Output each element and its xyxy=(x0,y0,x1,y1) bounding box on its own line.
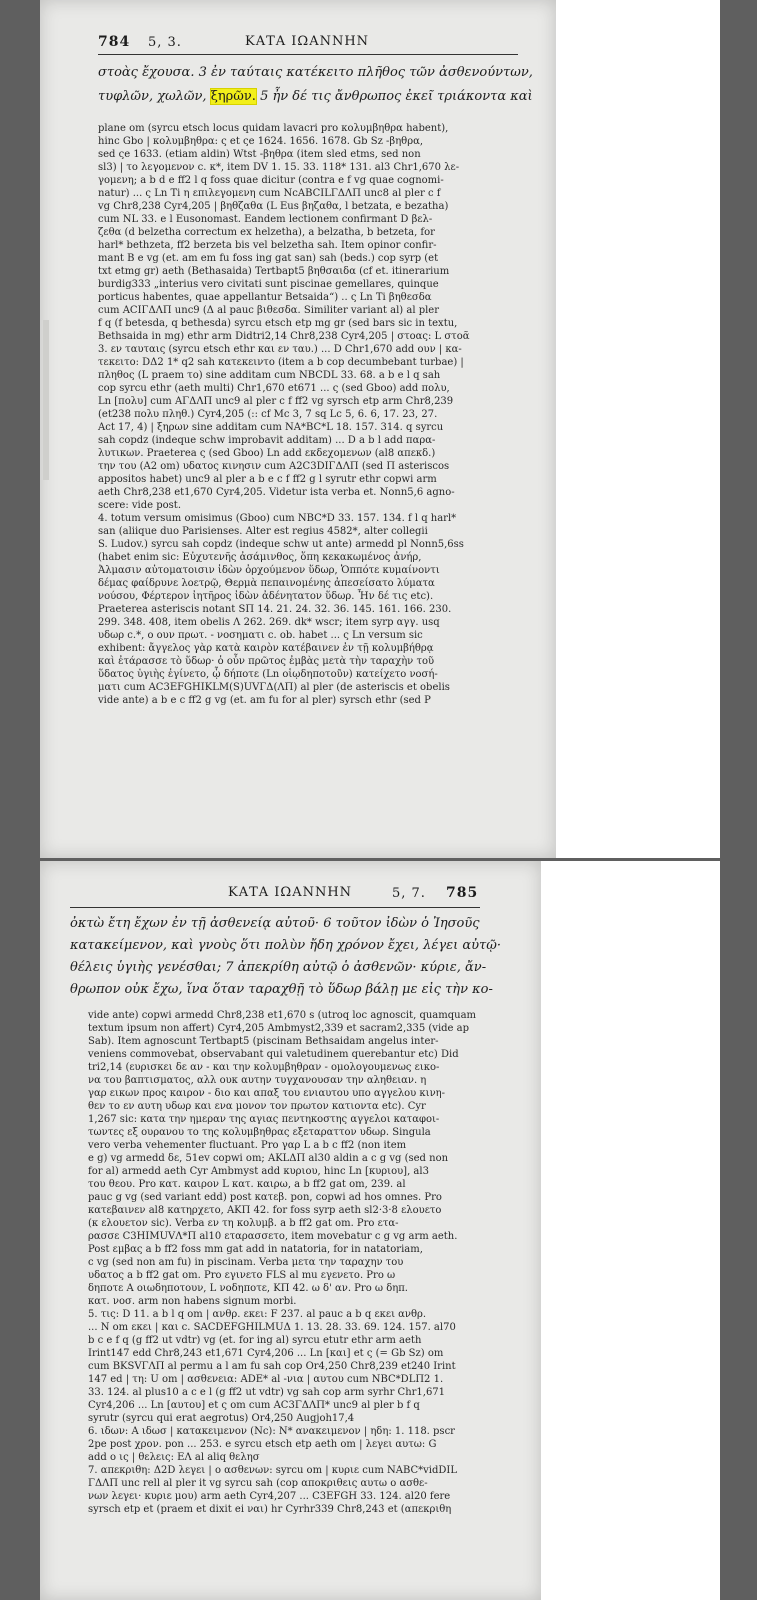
blank-margin-bottom xyxy=(541,861,720,1600)
page-number: 784 xyxy=(98,34,131,50)
main-text-post: 5 ἦν δέ τις ἄνθρωπος ἐκεῖ τριάκοντα καὶ xyxy=(255,89,533,104)
header-rule xyxy=(70,907,480,908)
main-text-line-1: ὀκτὼ ἔτη ἔχων ἐν τῇ ἀσθενείᾳ αὐτοῦ· 6 τοῦτον ἰδὼν ὁ Ἰησοῦς xyxy=(70,916,480,931)
main-text-line-3: θέλεις ὑγιὴς γενέσθαι; 7 ἀπεκρίθη αὐτῷ ὁ ἀσθενῶν· κύριε, ἄν- xyxy=(70,960,487,975)
main-text-line-4: θρωπον οὐκ ἔχω, ἵνα ὅταν ταραχθῇ τὸ ὕδωρ βάλῃ με εἰς τὴν κο- xyxy=(70,982,493,997)
scanned-page-784 xyxy=(40,0,556,858)
search-highlight[interactable]: ξηρῶν. xyxy=(210,89,256,104)
critical-apparatus: plane om (syrcu etsch locus quidam lavacri pro κολυμβηθρα habent), hinc Gbo | κολυμβηθρα: ς et ςe 1624. 1656. 1678. Gb Sz -βηθρα, sed ςe 1633. (etiam aldin) Wtst -βηθρα (item sled etms, sed non sl3) | το λεγομενον c. κ*, item DV 1. 15. 33. 118* 131. al3 Chr1,670 λε- γομενη; a b d e ff2 l q foss quae dicitur (contra e f vg quae cognomi- natur) ... ς Ln Ti η επιλεγομενη cum ΝcABCILΓΔΛΠ unc8 al pler c f vg Chr8,238 Cyr4,205 | βηθζαθα (L Eus βηζαθα, l betzata, e bezatha) cum ΝL 33. e l Eusonomast. Eandem lectionem confirmant D βελ- ζεθα (d belzetha correctum ex helzetha), a belzatha, b betzeta, for harl* bethzeta, ff2 berzeta bis vel belzetha sah. Item opinor confir- mant B e vg (et. am em fu foss ing gat san) sah (beds.) cop syrp (et txt etmg gr) aeth (Bethasaida) Tertbapt5 βηθσαιδα (cf et. itinerarium burdig333 „interius vero civitati sunt piscinae gemellares, quinque porticus habentes, quae appellantur Betsaida“) .. ς Ln Ti βηθεσδα cum ACIΓΔΛΠ unc9 (Δ al pauc βιθεσδα. Similiter variant al) al pler f q (f betesda, q bethesda) syrcu etsch etp mg gr (sed bars sic in textu, Bethsaida in mg) ethr arm Didtri2,14 Chr8,238 Cyr4,205 | στοας: L στοᾶ 3. εν ταυταις (syrcu etsch ethr και εν ταυ.) ... D Chr1,670 add ουν | κα- τεκειτο: DΔ2 1* q2 sah κατεκειντο (item a b cop decumbebant turbae) | πληθος (L praem το) sine additam cum ΝBCDL 33. 68. a b e l q sah cop syrcu ethr (aeth multi) Chr1,670 et671 ... ς (sed Gboo) add πολυ, Ln [πολυ] cum AΓΔΛΠ unc9 al pler c f ff2 vg syrsch etp arm Chr8,239 (et238 πολυ πληθ.) Cyr4,205 (:: cf Mc 3, 7 sq Lc 5, 6. 6, 17. 23, 27. Act 17, 4) | ξηρων sine additam cum ΝA*BC*L 18. 157. 314. q syrcu sah copdz (indeque schw improbavit additam) ... D a b l add παρα- λυτικων. Praeterea ς (sed Gboo) Ln add εκδεχομενων (al8 απεκδ.) την του (A2 om) υδατος κινησιν cum A2C3DIΓΔΛΠ (sed Π asteriscos appositos habet) unc9 al pler a b e c f ff2 g l syrutr ethr copwi arm aeth Chr8,238 et1,670 Cyr4,205. Videtur ista verba et. Nonn5,6 agno- scere: vide post. 4. totum versum omisimus (Gboo) cum ΝBC*D 33. 157. 134. f l q harl* san (aliique duo Parisienses. Alter est regius 4582*, alter collegii S. Ludov.) syrcu sah copdz (indeque schw ut ante) armedd pl Nonn5,6ss (habet enim sic: Εὐχυτενῆς ἀσάμινθος, ὅπη κεκακωμένος ἀνήρ, Ἀλμασιν αὐτοματοισιν ἰδὼν ὀρχούμενον ὕδωρ, Ὁππότε κυμαίνοντι δέμας φαίδρυνε λοετρῷ, Θερμὰ πεπαινομένης ἀπεσείσατο λύματα νούσου, Φέρτερον ἰητῆρος ἰδὼν ἀδένητατον ὕδωρ. Ἦν δέ τις etc). Praeterea asteriscis notant SΠ 14. 21. 24. 32. 36. 145. 161. 166. 230. 299. 348. 408, item obelis Λ 262. 269. dk* wscr; item syrp αγγ. usq υδωρ c.*, ο ουν πρωτ. - νοσηματι c. ob. habet ... ς Ln versum sic exhibent: ἄγγελος γὰρ κατὰ καιρὸν κατέβαινεν ἐν τῇ κολυμβήθρᾳ καὶ ἐτάρασσε τὸ ὕδωρ· ὁ οὖν πρῶτος ἐμβὰς μετὰ τὴν ταραχὴν τοῦ ὕδατος ὑγιὴς ἐγίνετο, ᾧ δήποτε (Ln οἱῳδηποτοῦν) κατείχετο νοσή- ματι cum AC3EFGHIKLM(S)UVΓΔ(ΛΠ) al pler (de asteriscis et obelis vide ante) a b e c ff2 g vg (et. am fu for al pler) syrsch ethr (sed P xyxy=(98,123,470,706)
main-text-line-2: κατακείμενον, καὶ γνοὺς ὅτι πολὺν ἤδη χρόνον ἔχει, λέγει αὐτῷ· xyxy=(70,938,501,953)
running-title: ΚΑΤΑ ΙΩΑΝΝΗΝ xyxy=(245,34,370,49)
main-text-pre: τυφλῶν, χωλῶν, xyxy=(98,89,211,104)
blank-margin-top xyxy=(556,0,720,858)
main-text-line-1: στοὰς ἔχουσα. 3 ἐν ταύταις κατέκειτο πλῆθος τῶν ἀσθενούντων, xyxy=(98,65,533,80)
chapter-verse: 5, 7. xyxy=(392,886,426,901)
running-title: ΚΑΤΑ ΙΩΑΝΝΗΝ xyxy=(228,885,353,900)
chapter-verse: 5, 3. xyxy=(148,35,182,50)
scanned-page-785 xyxy=(40,861,541,1600)
critical-apparatus: vide ante) copwi armedd Chr8,238 et1,670 s (utroq loc agnoscit, quamquam textum ipsum non affert) Cyr4,205 Ambmyst2,339 et sacram2,335 (vide ap Sab). Item agnoscunt Tertbapt5 (piscinam Bethsaidam angelus inter- veniens commovebat, observabant qui valetudinem querebantur etc) Did tri2,14 (ευρισκει δε αν - και την κολυμβηθραν - ομολογουμενως εικο- να του βαπτισματος, αλλ ουκ αυτην τυγχανουσαν την αληθειαν. η γαρ εικων προς καιρον - διο και απαξ του ενιαυτου υπο αγγελου κινη- θεν το εν αυτη υδωρ και ενα μονον τον πρωτον κατιοντα etc). Cyr 1,267 sic: κατα την ημεραν της αγιας πεντηκοστης αγγελοι καταφοι- τωντες εξ ουρανου το της κολυμβηθρας εξεταραττον υδωρ. Singula vero verba vehementer fluctuant. Pro γαρ L a b c ff2 (non item e g) vg armedd δε, 51ev copwi om; AKLΔΠ al30 aldin a c g vg (sed non for al) armedd aeth Cyr Ambmyst add κυριου, hinc Ln [κυριου], al3 του θεου. Pro κατ. καιρον L κατ. καιρω, a b ff2 gat om, 239. al pauc g vg (sed variant edd) post κατεβ. pon, copwi ad hos omnes. Pro κατεβαινεν al8 κατηρχετο, AKΠ 42. for foss syrp aeth sl2·3·8 ελουετο (κ ελουετον sic). Verba εν τη κολυμβ. a b ff2 gat om. Pro ετα- ρασσε C3HIMUVΛ*Π al10 εταρασσετο, item movebatur c g vg arm aeth. Post εμβας a b ff2 foss mm gat add in natatoria, for in natatoriam, c vg (sed non am fu) in piscinam. Verba μετα την ταραχην του υδατος a b ff2 gat om. Pro εγινετο FLS al mu εγενετο. Pro ω δηποτε A οιωδηποτουν, L νοδηποτε, KΠ 42. ω δ' αν. Pro ω δηπ. κατ. νοσ. arm non habens signum morbi. 5. τις: D 11. a b l q om | ανθρ. εκει: F 237. al pauc a b q εκει ανθρ. ... Ν om εκει | και c. SACDEFGHILMUΔ 1. 13. 28. 33. 69. 124. 157. al70 b c e f q (g ff2 ut vdtr) vg (et. for ing al) syrcu etutr ethr arm aeth Irint147 edd Chr8,243 et1,671 Cyr4,206 ... Ln [και] et ς (= Gb Sz) om cum BKSVΓΛΠ al permu a l am fu sah cop Or4,250 Chr8,239 et240 Irint 147 ed | τη: U om | ασθενεια: ADE* al -νια | αυτου cum ΝBC*DLΠ2 1. 33. 124. al plus10 a c e l (g ff2 ut vdtr) vg sah cop arm syrhr Chr1,671 Cyr4,206 ... Ln [αυτου] et ς om cum AC3ΓΔΛΠ* unc9 al pler b f q syrutr (syrcu qui erat aegrotus) Or4,250 Augjoh17,4 6. ιδων: A ιδωσ | κατακειμενον (Νc): Ν* ανακειμενον | ηδη: 1. 118. pscr 2pe post χρον. pon ... 253. e syrcu etsch etp aeth om | λεγει αυτω: G add ο ις | θελεις: EΛ al aliq θελησ 7. απεκριθη: Δ2D λεγει | ο ασθενων: syrcu om | κυριε cum ΝABC*vidDIL ΓΔΛΠ unc rell al pler it vg syrcu sah (cop αποκριθεις αυτω ο ασθε- νων λεγει· κυριε μου) arm aeth Cyr4,207 ... C3EFGH 33. 124. al20 fere syrsch etp et (praem et dixit ei ναι) hr Cyrhr339 Chr8,243 et (απεκριθη xyxy=(88,1010,477,1515)
header-rule xyxy=(98,54,518,55)
binding-shadow xyxy=(43,320,49,480)
page-number: 785 xyxy=(446,885,479,901)
main-text-line-2 xyxy=(98,86,533,108)
